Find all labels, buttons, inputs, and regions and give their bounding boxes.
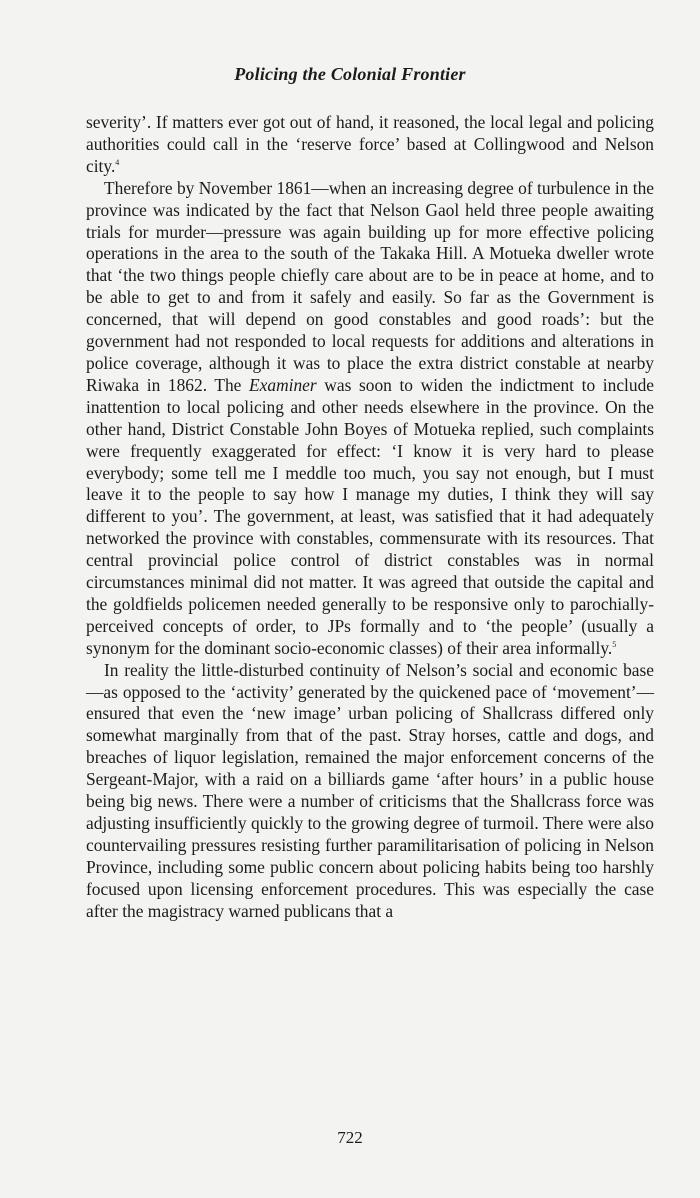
footnote-ref-4: 4	[115, 157, 120, 167]
newspaper-title-examiner: Examiner	[249, 374, 317, 395]
running-head: Policing the Colonial Frontier	[234, 64, 466, 84]
paragraph-1	[86, 112, 654, 178]
paragraph-2	[86, 178, 654, 660]
body-text	[86, 112, 654, 923]
paragraph-3	[86, 660, 654, 923]
page-number: 722	[337, 1128, 363, 1147]
paragraph-1-text: severity’. If matters ever got out of hand, it reasoned, the local legal and policing authorities could call in the ‘reserve force’ based at Collingwood and Nelson city.	[86, 112, 654, 176]
paragraph-3-text: In reality the little-disturbed continuity of Nelson’s social and economic base—as opposed to the ‘activity’ generated by the quickened pace of ‘movement’—ensured that even the ‘new image’ urban policing of Shallcrass differed only somewhat marginally from that of the past. Stray horses, cattle and dogs, and breaches of liquor legislation, remained the major enforcement concerns of the Sergeant-Major, with a raid on a billiards game ‘after hours’ in a public house being big news. There were a number of criticisms that the Shallcrass force was adjusting insufficiently quickly to the growing degree of turmoil. There were also countervailing pressures resisting further paramilitarisation of policing in Nelson Province, including some public concern about policing habits being too harshly focused upon licensing enforcement procedures. This was especially the case after the magistracy warned publicans that a	[86, 659, 654, 921]
paragraph-2-text-b: was soon to widen the indictment to include inattention to local policing and other needs elsewhere in the province. On the other hand, District Constable John Boyes of Motueka replied, such complaints were frequently exaggerated for effect: ‘I know it is very hard to please everybody; some tell me I meddle too much, you say not enough, but I must leave it to the people to say how I manage my duties, I think they will say different to you’. The government, at least, was satisfied that it had adequately networked the province with constables, commensurate with its resources. That central provincial police control of district constables was in normal circumstances minimal did not matter. It was agreed that outside the capital and the goldfields policemen needed generally to be responsive only to parochially-perceived concepts of order, to JPs formally and to ‘the people’ (usually a synonym for the dominant socio-economic classes) of their area informally.	[86, 374, 654, 658]
paragraph-2-text-a: Therefore by November 1861—when an increasing degree of turbulence in the province was indicated by the fact that Nelson Gaol held three people awaiting trials for murder—pressure was again building up for more effective policing operations in the area to the south of the Takaka Hill. A Motueka dweller wrote that ‘the two things people chiefly care about are to be in peace at home, and to be able to get to and from it safely and easily. So far as the Government is concerned, that will depend on good constables and good roads’: but the government had not responded to local requests for additions and alterations in police coverage, although it was to place the extra district constable at nearby Riwaka in 1862. The	[86, 177, 654, 395]
footnote-ref-5: 5	[612, 639, 617, 649]
